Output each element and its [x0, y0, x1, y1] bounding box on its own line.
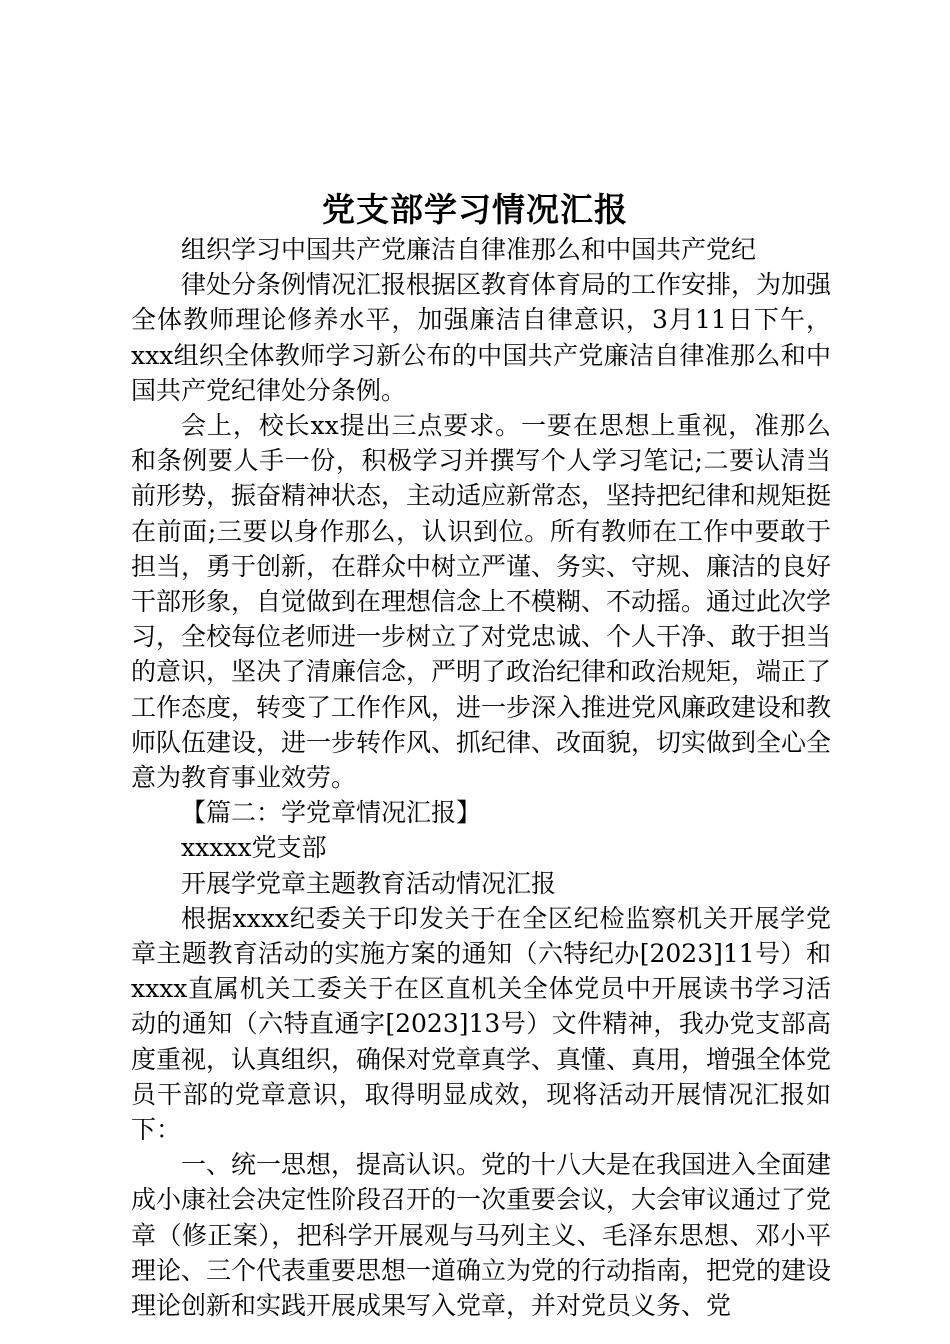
paragraph: 开展学党章主题教育活动情况汇报	[181, 868, 557, 898]
paragraph: 根据xxxx纪委关于印发关于在全区纪检监察机关开展学党章主题教育活动的实施方案的通知（六特纪办[2023]11号）和xxxx直属机关工委关于在区直机关全体党员中开展读书学习活动的通知（六特直通字[2023]13号）文件精神，我办党支部高度重视，认真组织，确保对党章真学、真懂、真用，增强全体党员干部的党章意识，取得明显成效，现将活动开展情况汇报如下：	[131, 903, 832, 1145]
paragraph: 会上，校长xx提出三点要求。一要在思想上重视，准那么和条例要人手一份，积极学习并撰写个人学习笔记;二要认清当前形势，振奋精神状态，主动适应新常态，坚持把纪律和规矩挺在前面;三要以身作那么，认识到位。所有教师在工作中要敢于担当，勇于创新，在群众中树立严谨、务实、守规、廉洁的良好干部形象，自觉做到在理想信念上不模糊、不动摇。通过此次学习，全校每位老师进一步树立了对党忠诚、个人干净、敢于担当的意识，坚决了清廉信念，严明了政治纪律和政治规矩，端正了工作态度，转变了工作作风，进一步深入推进党风廉政建设和教师队伍建设，进一步转作风、抓纪律、改面貌，切实做到全心全意为教育事业效劳。	[131, 411, 832, 793]
document-body	[131, 232, 831, 1323]
document-title: 党支部学习情况汇报	[322, 190, 628, 229]
paragraph: 一、统一思想，提高认识。党的十八大是在我国进入全面建成小康社会决定性阶段召开的一次重要会议，大会审议通过了党章（修正案），把科学开展观与马列主义、毛泽东思想、邓小平理论、三个代表重要思想一道确立为党的行动指南，把党的建设理论创新和实践开展成果写入党章，并对党员义务、党	[131, 1150, 832, 1321]
paragraph: xxxxx党支部	[181, 833, 327, 863]
section-heading: 【篇二：学党章情况汇报】	[181, 798, 482, 828]
paragraph: 组织学习中国共产党廉洁自律准那么和中国共产党纪	[181, 235, 757, 264]
paragraph: 律处分条例情况汇报根据区教育体育局的工作安排，为加强全体教师理论修养水平，加强廉洁自律意识，3月11日下午，xxx组织全体教师学习新公布的中国共产党廉洁自律准那么和中国共产党纪律处分条例。	[131, 270, 832, 405]
